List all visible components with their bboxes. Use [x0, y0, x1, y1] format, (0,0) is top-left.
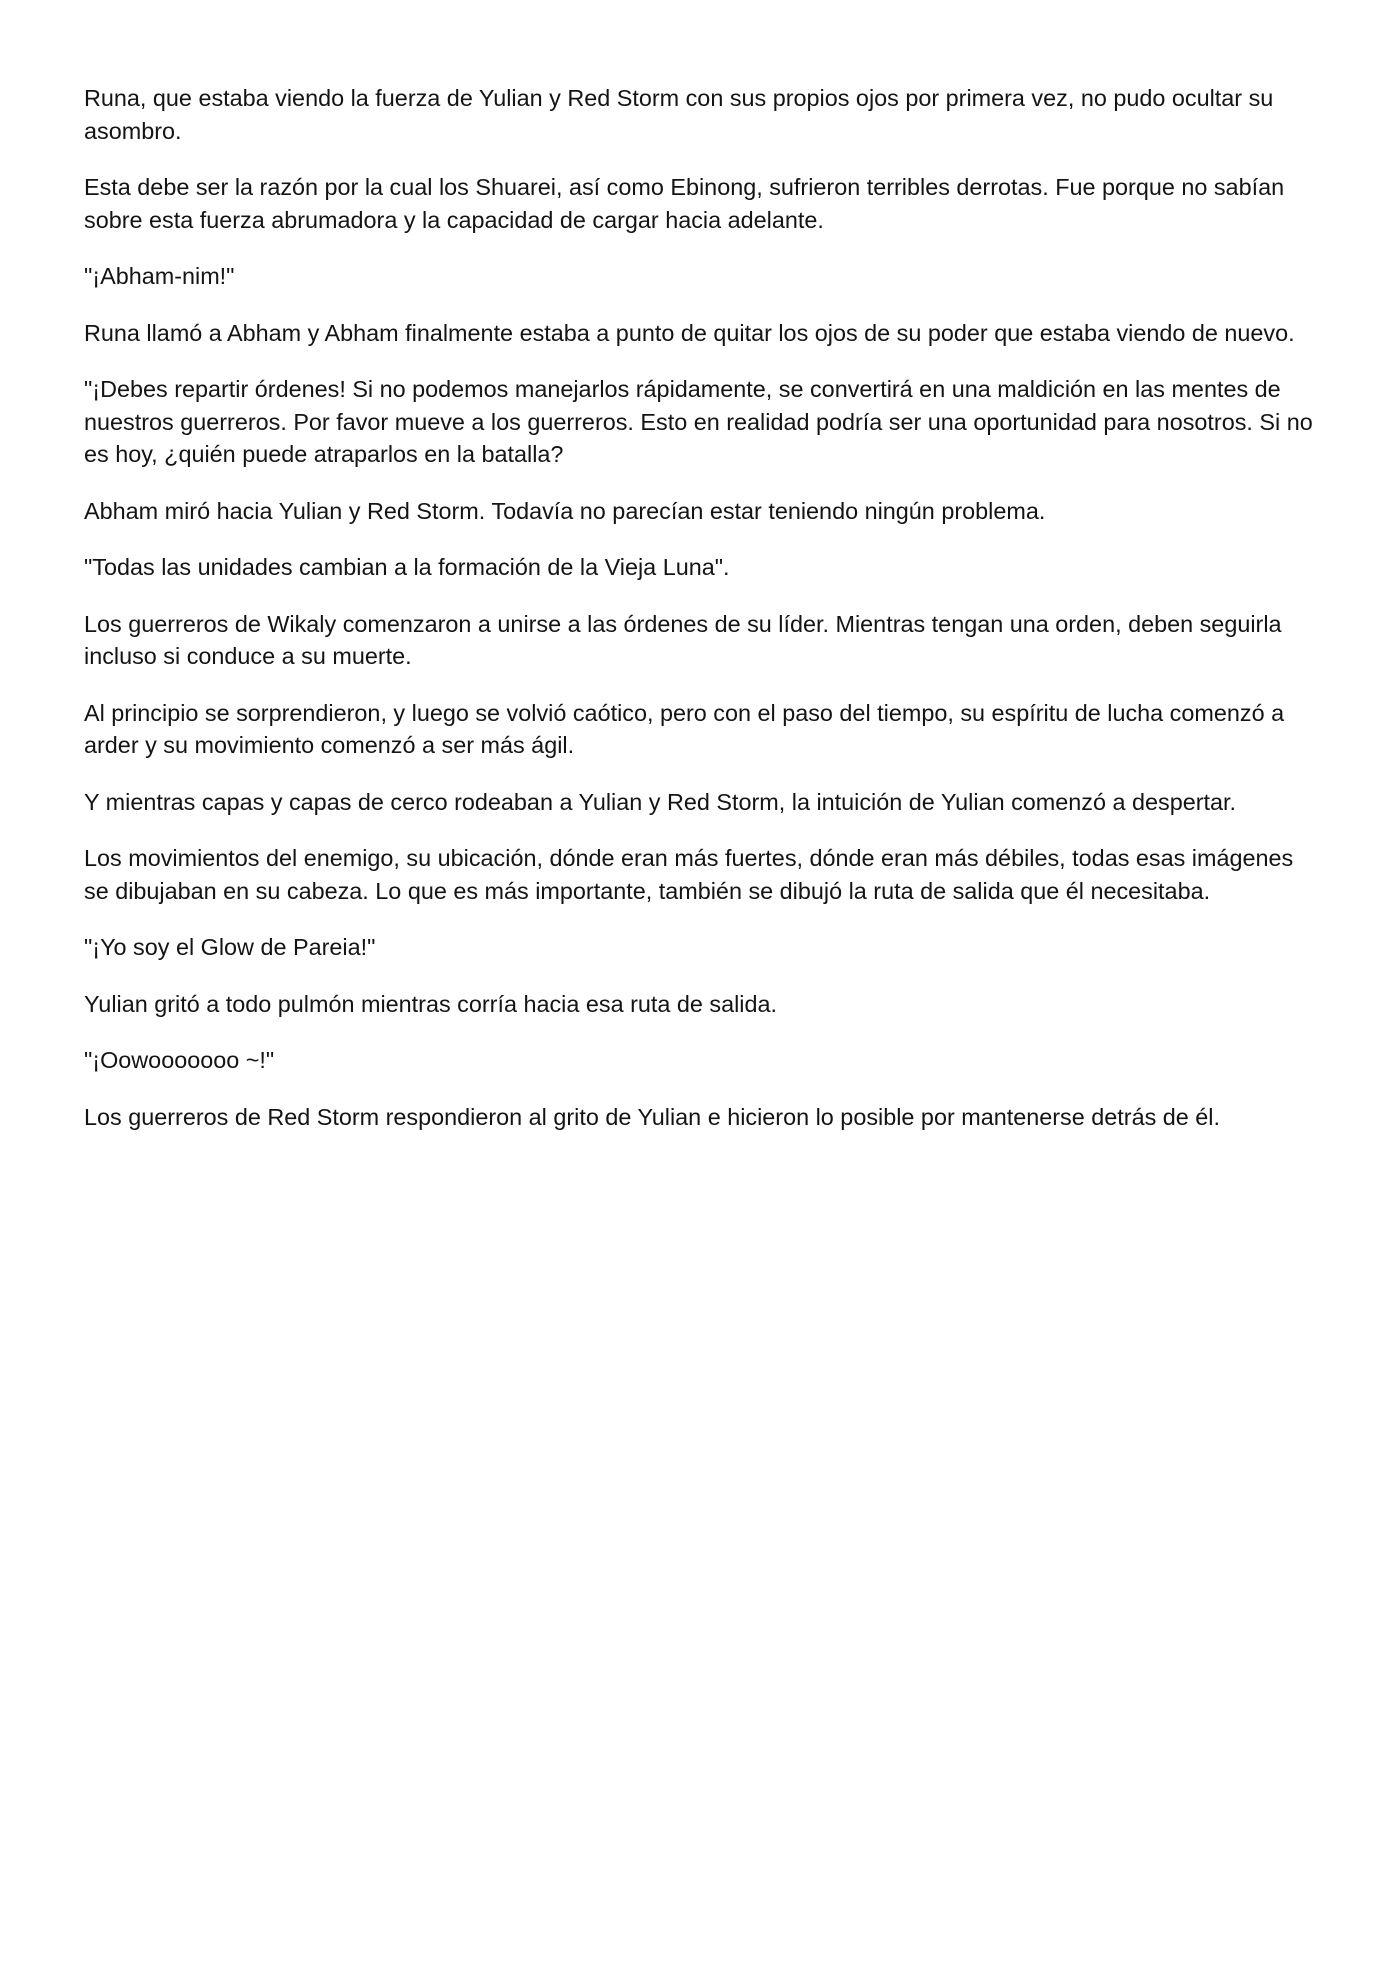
paragraph-6: Abham miró hacia Yulian y Red Storm. Todavía no parecían estar teniendo ningún problema.	[84, 497, 1046, 524]
paragraph-15: Los guerreros de Red Storm respondieron al grito de Yulian e hicieron lo posible por mantenerse detrás de él.	[84, 1103, 1220, 1130]
paragraph-3: "¡Abham-nim!"	[84, 263, 235, 289]
paragraph-5: "¡Debes repartir órdenes! Si no podemos manejarlos rápidamente, se convertirá en una maldición en las mentes de nuestros guerreros. Por favor mueve a los guerreros. Esto en realidad podría ser una oportunidad para nosotros. Si no es hoy, ¿quién puede atraparlos en la batalla?	[84, 376, 1313, 467]
paragraph-10: Y mientras capas y capas de cerco rodeaban a Yulian y Red Storm, la intuición de Yulian comenzó a despertar.	[84, 788, 1237, 815]
paragraph-12: "¡Yo soy el Glow de Pareia!"	[84, 934, 376, 960]
paragraph-11: Los movimientos del enemigo, su ubicación, dónde eran más fuertes, dónde eran más débiles, todas esas imágenes se dibujaban en su cabeza. Lo que es más importante, también se dibujó la ruta de salida que él necesitaba.	[84, 845, 1294, 904]
paragraph-2: Esta debe ser la razón por la cual los Shuarei, así como Ebinong, sufrieron terribles derrotas. Fue porque no sabían sobre esta fuerza abrumadora y la capacidad de cargar hacia adelante.	[84, 174, 1285, 233]
paragraph-9: Al principio se sorprendieron, y luego se volvió caótico, pero con el paso del tiempo, su espíritu de lucha comenzó a arder y su movimiento comenzó a ser más ágil.	[84, 699, 1285, 758]
paragraph-4: Runa llamó a Abham y Abham finalmente estaba a punto de quitar los ojos de su poder que estaba viendo de nuevo.	[84, 319, 1295, 346]
paragraph-8: Los guerreros de Wikaly comenzaron a unirse a las órdenes de su líder. Mientras tengan una orden, deben seguirla incluso si conduce a su muerte.	[84, 610, 1282, 669]
document-body	[84, 82, 1316, 1133]
paragraph-1: Runa, que estaba viendo la fuerza de Yulian y Red Storm con sus propios ojos por primera vez, no pudo ocultar su asombro.	[84, 85, 1274, 144]
paragraph-7: "Todas las unidades cambian a la formación de la Vieja Luna".	[84, 554, 730, 580]
paragraph-14: "¡Oowooooooo ~!"	[84, 1047, 275, 1073]
paragraph-13: Yulian gritó a todo pulmón mientras corría hacia esa ruta de salida.	[84, 990, 778, 1017]
